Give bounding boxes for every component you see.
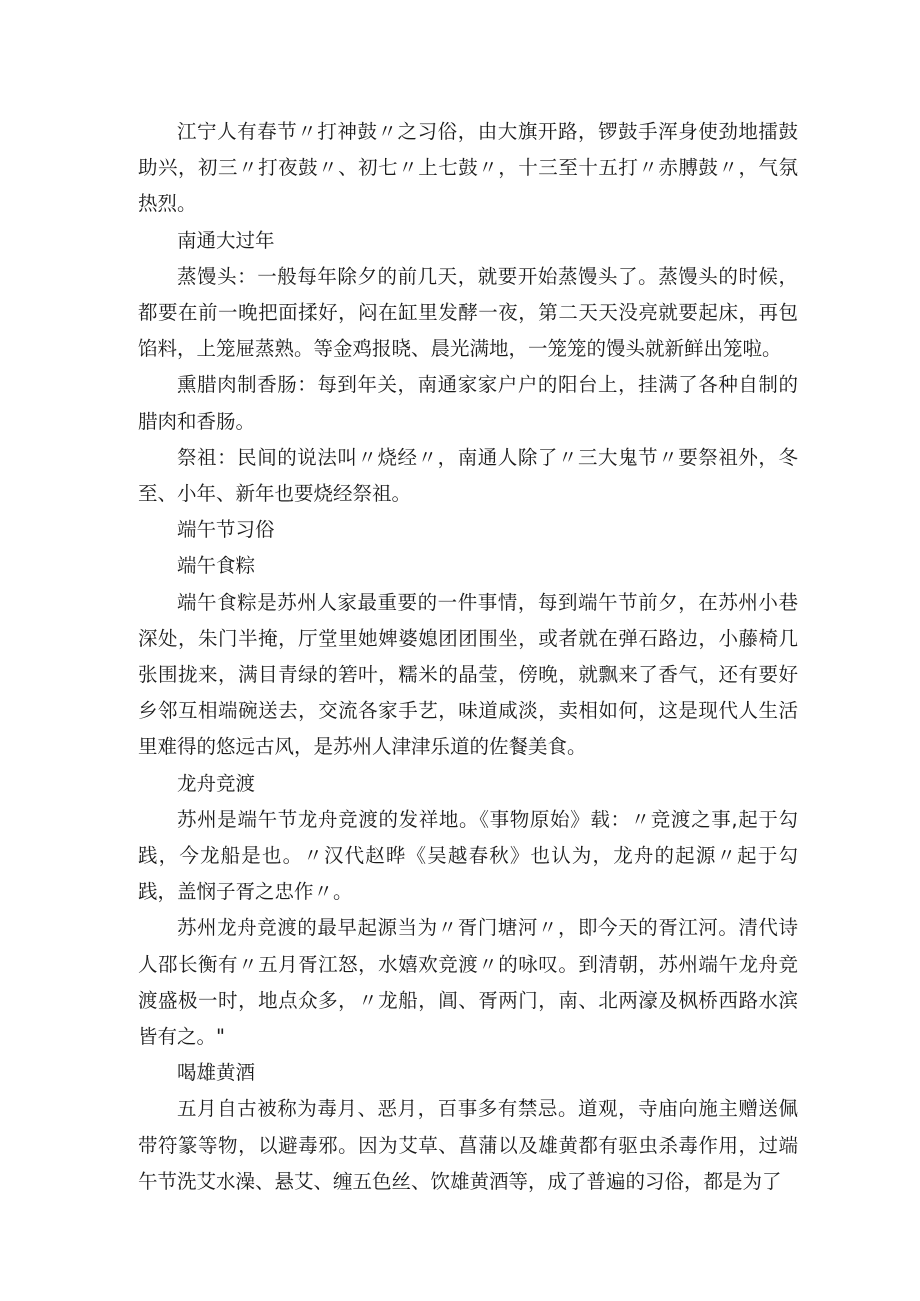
paragraph-jiangning-drum: 江宁人有春节〃打神鼓〃之习俗，由大旗开路，锣鼓手浑身使劲地擂鼓助兴，初三〃打夜鼓〃、初七〃上七鼓〃，十三至十五打〃赤膊鼓〃，气氛热烈。 (138, 120, 798, 216)
document-body (138, 114, 798, 1200)
heading-dragon-boat-customs: 端午节习俗 (177, 518, 275, 542)
paragraph-cured-meat: 熏腊肉制香肠：每到年关，南通家家户户的阳台上，挂满了各种自制的腊肉和香肠。 (138, 373, 798, 433)
heading-dragon-boat-race: 龙舟竞渡 (177, 771, 256, 795)
paragraph-realgar-wine: 五月自古被称为毒月、恶月，百事多有禁忌。道观，寺庙向施主赠送佩带符篆等物，以避毒邪。因为艾草、菖蒲以及雄黄都有驱虫杀毒作用，过端午节洗艾水澡、悬艾、缠五色丝、饮雄黄酒等，成了普遍的习俗，都是为了 (138, 1097, 798, 1193)
paragraph-steamed-buns: 蒸馒头：一般每年除夕的前几天，就要开始蒸馒头了。蒸馒头的时候，都要在前一晚把面揉好，闷在缸里发酵一夜，第二天天没亮就要起床，再包馅料，上笼屉蒸熟。等金鸡报晓、晨光满地，一笼笼的馒头就新鲜出笼啦。 (138, 264, 798, 361)
heading-realgar-wine: 喝雄黄酒 (177, 1061, 256, 1085)
paragraph-ancestor-worship: 祭祖：民间的说法叫〃烧经〃，南通人除了〃三大鬼节〃要祭祖外，冬至、小年、新年也要烧经祭祖。 (138, 445, 798, 506)
paragraph-dragon-boat-suzhou: 苏州龙舟竞渡的最早起源当为〃胥门塘河〃，即今天的胥江河。清代诗人邵长衡有〃五月胥江怒，水嬉欢竞渡〃的咏叹。到清朝，苏州端午龙舟竞渡盛极一时，地点众多，〃龙船，阊、胥两门，南、北两濠及枫桥西路水滨皆有之。" (138, 916, 798, 1049)
paragraph-zongzi: 端午食粽是苏州人家最重要的一件事情，每到端午节前夕，在苏州小巷深处，朱门半掩，厅堂里她婢婆媳团团围坐，或者就在弹石路边，小藤椅几张围拢来，满目青绿的箬叶，糯米的晶莹，傍晚，就飘来了香气，还有要好乡邻互相端碗送去，交流各家手艺，味道咸淡，卖相如何，这是现代人生活里难得的悠远古风，是苏州人津津乐道的佐餐美食。 (138, 590, 798, 759)
heading-eating-zongzi: 端午食粽 (177, 554, 256, 578)
heading-nantong-new-year: 南通大过年 (177, 228, 275, 252)
paragraph-dragon-boat-origin: 苏州是端午节龙舟竞渡的发祥地。《事物原始》载：〃竞渡之事,起于勾践，今龙船是也。〃汉代赵晔《吴越春秋》也认为，龙舟的起源〃起于勾践，盖悯子胥之忠作〃。 (138, 807, 798, 904)
